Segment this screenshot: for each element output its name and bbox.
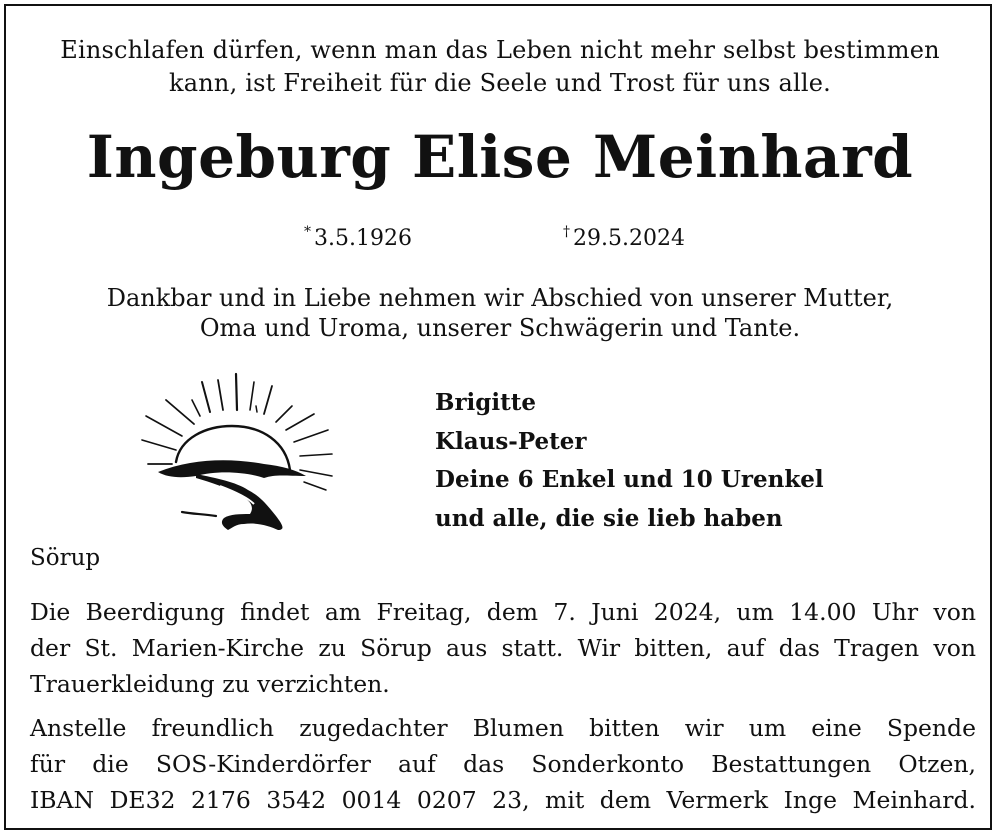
donation-line: für die SOS-Kinderdörfer auf das Sonderkonto Bestattungen Otzen, [30, 750, 976, 778]
mourner-name: Klaus-Peter [435, 427, 587, 455]
death-cross-icon: † [563, 224, 570, 240]
farewell-text [20, 283, 980, 343]
mourners-list [435, 384, 824, 538]
funeral-line: Trauerkleidung zu verzichten. [30, 670, 390, 698]
farewell-line: Oma und Uroma, unserer Schwägerin und Tante. [199, 314, 801, 342]
donation-line: Anstelle freundlich zugedachter Blumen bitten wir um eine Spende [30, 714, 976, 742]
motto-line: kann, ist Freiheit für die Seele und Trost für uns alle. [169, 69, 831, 97]
funeral-line: Die Beerdigung findet am Freitag, dem 7. Juni 2024, um 14.00 Uhr von [30, 598, 976, 626]
birth-star-icon: * [304, 224, 311, 240]
life-dates [0, 218, 1000, 252]
donation-line: IBAN DE32 2176 3542 0014 0207 23, mit dem Vermerk Inge Meinhard. [30, 786, 976, 814]
funeral-notice [30, 594, 976, 702]
birth-date-value: 3.5.1926 [314, 226, 412, 251]
birth-date [304, 218, 412, 253]
funeral-line: der St. Marien-Kirche zu Sörup aus statt. Wir bitten, auf das Tragen von [30, 634, 976, 662]
death-date [563, 218, 685, 253]
motto-quote [20, 34, 980, 100]
donation-notice [30, 710, 976, 818]
motto-line: Einschlafen dürfen, wenn man das Leben nicht mehr selbst bestimmen [60, 36, 940, 64]
mourner-name: und alle, die sie lieb haben [435, 504, 783, 532]
place-name: Sörup [30, 545, 101, 571]
sunset-over-hands-icon [136, 366, 344, 536]
mourner-name: Brigitte [435, 389, 536, 416]
farewell-line: Dankbar und in Liebe nehmen wir Abschied von unserer Mutter, [106, 284, 894, 312]
deceased-name: Ingeburg Elise Meinhard [86, 123, 914, 191]
death-date-value: 29.5.2024 [573, 226, 685, 251]
mourner-name: Deine 6 Enkel und 10 Urenkel [435, 466, 824, 493]
